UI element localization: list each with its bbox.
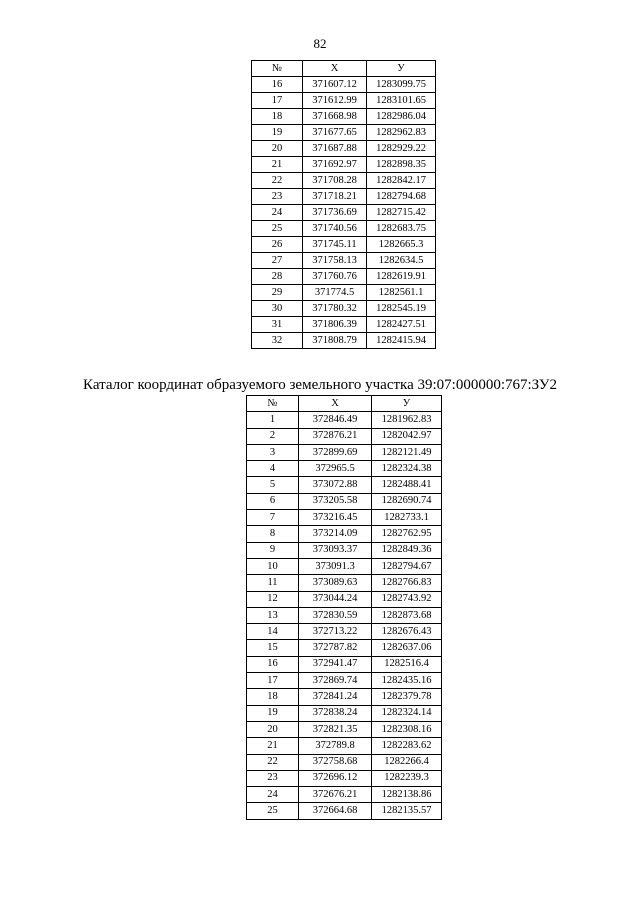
x-coordinate-cell: 372821.35 <box>299 721 372 737</box>
y-coordinate-cell: 1282762.95 <box>372 526 442 542</box>
table-row <box>247 673 442 689</box>
table-row <box>252 301 436 317</box>
table-row <box>247 412 442 428</box>
y-coordinate-cell: 1282794.68 <box>367 189 436 205</box>
table-row <box>252 109 436 125</box>
x-coordinate-cell: 372838.24 <box>299 705 372 721</box>
table-row <box>252 125 436 141</box>
y-coordinate-cell: 1282435.16 <box>372 673 442 689</box>
column-header-y: У <box>367 61 436 77</box>
y-coordinate-cell: 1282842.17 <box>367 173 436 189</box>
y-coordinate-cell: 1282138.86 <box>372 787 442 803</box>
point-number-cell: 20 <box>252 141 303 157</box>
y-coordinate-cell: 1282733.1 <box>372 510 442 526</box>
table-row <box>247 510 442 526</box>
table-row <box>247 591 442 607</box>
table-row <box>252 157 436 173</box>
x-coordinate-cell: 372965.5 <box>299 461 372 477</box>
table-row <box>252 141 436 157</box>
table-row <box>252 333 436 349</box>
x-coordinate-cell: 371808.79 <box>303 333 367 349</box>
point-number-cell: 23 <box>247 770 299 786</box>
table-row <box>247 477 442 493</box>
point-number-cell: 3 <box>247 444 299 460</box>
point-number-cell: 16 <box>247 656 299 672</box>
y-coordinate-cell: 1281962.83 <box>372 412 442 428</box>
y-coordinate-cell: 1282929.22 <box>367 141 436 157</box>
x-coordinate-cell: 372941.47 <box>299 656 372 672</box>
point-number-cell: 8 <box>247 526 299 542</box>
table-row <box>247 575 442 591</box>
point-number-cell: 25 <box>247 803 299 819</box>
point-number-cell: 18 <box>252 109 303 125</box>
table-row <box>252 317 436 333</box>
point-number-cell: 12 <box>247 591 299 607</box>
point-number-cell: 24 <box>252 205 303 221</box>
y-coordinate-cell: 1282849.36 <box>372 542 442 558</box>
x-coordinate-cell: 373089.63 <box>299 575 372 591</box>
point-number-cell: 27 <box>252 253 303 269</box>
table-row <box>247 787 442 803</box>
table-row <box>247 738 442 754</box>
x-coordinate-cell: 373044.24 <box>299 591 372 607</box>
y-coordinate-cell: 1282766.83 <box>372 575 442 591</box>
point-number-cell: 17 <box>252 93 303 109</box>
table-row <box>247 624 442 640</box>
point-number-cell: 17 <box>247 673 299 689</box>
x-coordinate-cell: 372713.22 <box>299 624 372 640</box>
table-row <box>247 428 442 444</box>
x-coordinate-cell: 373205.58 <box>299 493 372 509</box>
x-coordinate-cell: 373216.45 <box>299 510 372 526</box>
y-coordinate-cell: 1282488.41 <box>372 477 442 493</box>
y-coordinate-cell: 1282690.74 <box>372 493 442 509</box>
point-number-cell: 22 <box>252 173 303 189</box>
x-coordinate-cell: 371612.99 <box>303 93 367 109</box>
x-coordinate-cell: 371692.97 <box>303 157 367 173</box>
table-row <box>252 205 436 221</box>
point-number-cell: 14 <box>247 624 299 640</box>
table-body <box>252 77 436 349</box>
x-coordinate-cell: 371760.76 <box>303 269 367 285</box>
point-number-cell: 22 <box>247 754 299 770</box>
y-coordinate-cell: 1282715.42 <box>367 205 436 221</box>
page-number: 82 <box>313 36 327 51</box>
table-row <box>247 493 442 509</box>
x-coordinate-cell: 371708.28 <box>303 173 367 189</box>
y-coordinate-cell: 1283101.65 <box>367 93 436 109</box>
point-number-cell: 15 <box>247 640 299 656</box>
x-coordinate-cell: 371774.5 <box>303 285 367 301</box>
column-header-number: № <box>247 396 299 412</box>
table-row <box>247 640 442 656</box>
y-coordinate-cell: 1282898.35 <box>367 157 436 173</box>
y-coordinate-cell: 1282743.92 <box>372 591 442 607</box>
x-coordinate-cell: 371677.65 <box>303 125 367 141</box>
x-coordinate-cell: 372830.59 <box>299 607 372 623</box>
coordinates-table-continued <box>251 60 436 349</box>
y-coordinate-cell: 1282676.43 <box>372 624 442 640</box>
point-number-cell: 20 <box>247 721 299 737</box>
y-coordinate-cell: 1282634.5 <box>367 253 436 269</box>
table-row <box>247 656 442 672</box>
y-coordinate-cell: 1282324.38 <box>372 461 442 477</box>
x-coordinate-cell: 371736.69 <box>303 205 367 221</box>
y-coordinate-cell: 1282545.19 <box>367 301 436 317</box>
y-coordinate-cell: 1282415.94 <box>367 333 436 349</box>
table-row <box>247 444 442 460</box>
table-body <box>247 412 442 819</box>
point-number-cell: 21 <box>252 157 303 173</box>
table-row <box>247 461 442 477</box>
point-number-cell: 19 <box>247 705 299 721</box>
table-row <box>247 542 442 558</box>
table-row <box>247 558 442 574</box>
point-number-cell: 19 <box>252 125 303 141</box>
point-number-cell: 7 <box>247 510 299 526</box>
point-number-cell: 18 <box>247 689 299 705</box>
x-coordinate-cell: 371745.11 <box>303 237 367 253</box>
table-header-row <box>247 396 442 412</box>
x-coordinate-cell: 372696.12 <box>299 770 372 786</box>
y-coordinate-cell: 1282324.14 <box>372 705 442 721</box>
y-coordinate-cell: 1282135.57 <box>372 803 442 819</box>
y-coordinate-cell: 1282665.3 <box>367 237 436 253</box>
y-coordinate-cell: 1282308.16 <box>372 721 442 737</box>
point-number-cell: 5 <box>247 477 299 493</box>
y-coordinate-cell: 1282266.4 <box>372 754 442 770</box>
point-number-cell: 24 <box>247 787 299 803</box>
column-header-x: X <box>299 396 372 412</box>
x-coordinate-cell: 372899.69 <box>299 444 372 460</box>
x-coordinate-cell: 372787.82 <box>299 640 372 656</box>
y-coordinate-cell: 1282683.75 <box>367 221 436 237</box>
coordinates-table-zu2 <box>246 395 442 820</box>
y-coordinate-cell: 1282427.51 <box>367 317 436 333</box>
point-number-cell: 30 <box>252 301 303 317</box>
x-coordinate-cell: 372846.49 <box>299 412 372 428</box>
point-number-cell: 29 <box>252 285 303 301</box>
table-row <box>252 285 436 301</box>
y-coordinate-cell: 1282637.06 <box>372 640 442 656</box>
table-row <box>252 253 436 269</box>
point-number-cell: 28 <box>252 269 303 285</box>
point-number-cell: 13 <box>247 607 299 623</box>
x-coordinate-cell: 373091.3 <box>299 558 372 574</box>
table-row <box>252 237 436 253</box>
table-row <box>247 754 442 770</box>
point-number-cell: 6 <box>247 493 299 509</box>
table-row <box>252 173 436 189</box>
point-number-cell: 25 <box>252 221 303 237</box>
y-coordinate-cell: 1282873.68 <box>372 607 442 623</box>
x-coordinate-cell: 373214.09 <box>299 526 372 542</box>
table-row <box>247 689 442 705</box>
x-coordinate-cell: 372789.8 <box>299 738 372 754</box>
table-row <box>252 221 436 237</box>
table-row <box>252 189 436 205</box>
y-coordinate-cell: 1282379.78 <box>372 689 442 705</box>
point-number-cell: 10 <box>247 558 299 574</box>
table-header-row <box>252 61 436 77</box>
x-coordinate-cell: 372841.24 <box>299 689 372 705</box>
point-number-cell: 9 <box>247 542 299 558</box>
point-number-cell: 31 <box>252 317 303 333</box>
table-row <box>247 526 442 542</box>
point-number-cell: 2 <box>247 428 299 444</box>
y-coordinate-cell: 1282962.83 <box>367 125 436 141</box>
y-coordinate-cell: 1282121.49 <box>372 444 442 460</box>
y-coordinate-cell: 1282042.97 <box>372 428 442 444</box>
x-coordinate-cell: 371758.13 <box>303 253 367 269</box>
catalog-title: Каталог координат образуемого земельного участка 39:07:000000:767:ЗУ2 <box>83 377 557 393</box>
point-number-cell: 21 <box>247 738 299 754</box>
point-number-cell: 11 <box>247 575 299 591</box>
x-coordinate-cell: 373093.37 <box>299 542 372 558</box>
x-coordinate-cell: 372869.74 <box>299 673 372 689</box>
table-row <box>247 705 442 721</box>
table-row <box>247 607 442 623</box>
table-row <box>247 803 442 819</box>
y-coordinate-cell: 1282561.1 <box>367 285 436 301</box>
x-coordinate-cell: 371718.21 <box>303 189 367 205</box>
point-number-cell: 23 <box>252 189 303 205</box>
x-coordinate-cell: 371668.98 <box>303 109 367 125</box>
x-coordinate-cell: 371780.32 <box>303 301 367 317</box>
column-header-y: У <box>372 396 442 412</box>
x-coordinate-cell: 371687.88 <box>303 141 367 157</box>
x-coordinate-cell: 373072.88 <box>299 477 372 493</box>
point-number-cell: 4 <box>247 461 299 477</box>
y-coordinate-cell: 1283099.75 <box>367 77 436 93</box>
y-coordinate-cell: 1282794.67 <box>372 558 442 574</box>
x-coordinate-cell: 372758.68 <box>299 754 372 770</box>
y-coordinate-cell: 1282986.04 <box>367 109 436 125</box>
x-coordinate-cell: 371740.56 <box>303 221 367 237</box>
table-row <box>252 93 436 109</box>
column-header-x: X <box>303 61 367 77</box>
table-row <box>252 269 436 285</box>
x-coordinate-cell: 371607.12 <box>303 77 367 93</box>
x-coordinate-cell: 372876.21 <box>299 428 372 444</box>
x-coordinate-cell: 372664.68 <box>299 803 372 819</box>
table-row <box>247 721 442 737</box>
x-coordinate-cell: 371806.39 <box>303 317 367 333</box>
x-coordinate-cell: 372676.21 <box>299 787 372 803</box>
table-row <box>247 770 442 786</box>
point-number-cell: 32 <box>252 333 303 349</box>
table-row <box>252 77 436 93</box>
y-coordinate-cell: 1282239.3 <box>372 770 442 786</box>
point-number-cell: 1 <box>247 412 299 428</box>
column-header-number: № <box>252 61 303 77</box>
point-number-cell: 16 <box>252 77 303 93</box>
y-coordinate-cell: 1282516.4 <box>372 656 442 672</box>
y-coordinate-cell: 1282283.62 <box>372 738 442 754</box>
point-number-cell: 26 <box>252 237 303 253</box>
y-coordinate-cell: 1282619.91 <box>367 269 436 285</box>
